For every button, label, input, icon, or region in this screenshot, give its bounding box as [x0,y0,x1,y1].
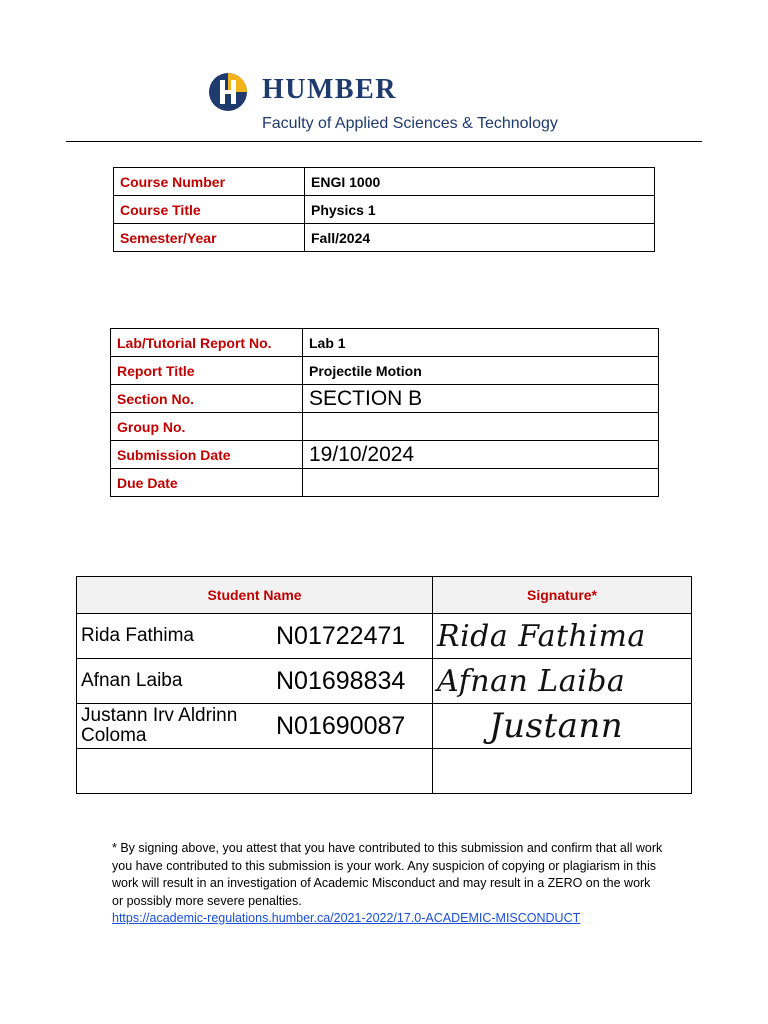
student-cell [77,614,433,659]
table-row [111,413,659,441]
handwritten-signature: Justann [489,706,624,746]
course-number-label: Course Number [114,168,305,196]
signature-cell [433,704,692,749]
signature-header: Signature* [433,577,692,614]
student-name-header: Student Name [77,577,433,614]
header-divider [66,141,702,142]
student-name: Afnan Laiba [81,670,183,691]
student-cell [77,749,433,794]
section-no-label: Section No. [111,385,303,413]
table-header-row [77,577,692,614]
student-id: N01698834 [276,666,406,695]
attestation-text: * By signing above, you attest that you have contributed to this submission and confirm that all work you have contributed to this submission is your work. Any suspicion of copying or plagiarism in this work will result in an investigation of Academic Misconduct and may result in a ZERO on the work or possibly more severe penalties. [112,841,663,908]
course-title-value: Physics 1 [305,196,655,224]
table-row [77,749,692,794]
submission-date-label: Submission Date [111,441,303,469]
report-no-value: Lab 1 [303,329,659,357]
humber-logo [208,72,248,112]
table-row [114,168,655,196]
student-id: N01722471 [276,621,406,650]
table-row [77,659,692,704]
students-table [76,576,692,794]
student-name: Rida Fathima [81,625,194,646]
table-row [114,224,655,252]
course-number-value: ENGI 1000 [305,168,655,196]
group-no-value [303,413,659,441]
handwritten-signature: Rida Fathima [437,618,646,654]
table-row [111,329,659,357]
student-id: N01690087 [276,711,406,740]
table-row [77,614,692,659]
student-cell [77,704,433,749]
section-no-value: SECTION B [303,385,659,413]
table-row [114,196,655,224]
semester-year-label: Semester/Year [114,224,305,252]
table-row [111,441,659,469]
group-no-label: Group No. [111,413,303,441]
student-cell [77,659,433,704]
student-name: Justann Irv Aldrinn Coloma [81,705,238,746]
table-row [77,704,692,749]
table-row [111,469,659,497]
report-title-value: Projectile Motion [303,357,659,385]
signature-cell [433,749,692,794]
submission-date-value: 19/10/2024 [303,441,659,469]
report-no-label: Lab/Tutorial Report No. [111,329,303,357]
course-title-label: Course Title [114,196,305,224]
brand-name: HUMBER [262,74,397,105]
table-row [111,385,659,413]
signature-cell [433,659,692,704]
table-row [111,357,659,385]
faculty-name: Faculty of Applied Sciences & Technology [262,115,558,132]
attestation-note [112,840,664,928]
academic-misconduct-link[interactable]: https://academic-regulations.humber.ca/2021-2022/17.0-ACADEMIC-MISCONDUCT [112,911,581,925]
course-info-table [113,167,655,252]
report-info-table [110,328,659,497]
handwritten-signature: Afnan Laiba [437,663,626,699]
report-title-label: Report Title [111,357,303,385]
semester-year-value: Fall/2024 [305,224,655,252]
due-date-label: Due Date [111,469,303,497]
signature-cell [433,614,692,659]
due-date-value [303,469,659,497]
